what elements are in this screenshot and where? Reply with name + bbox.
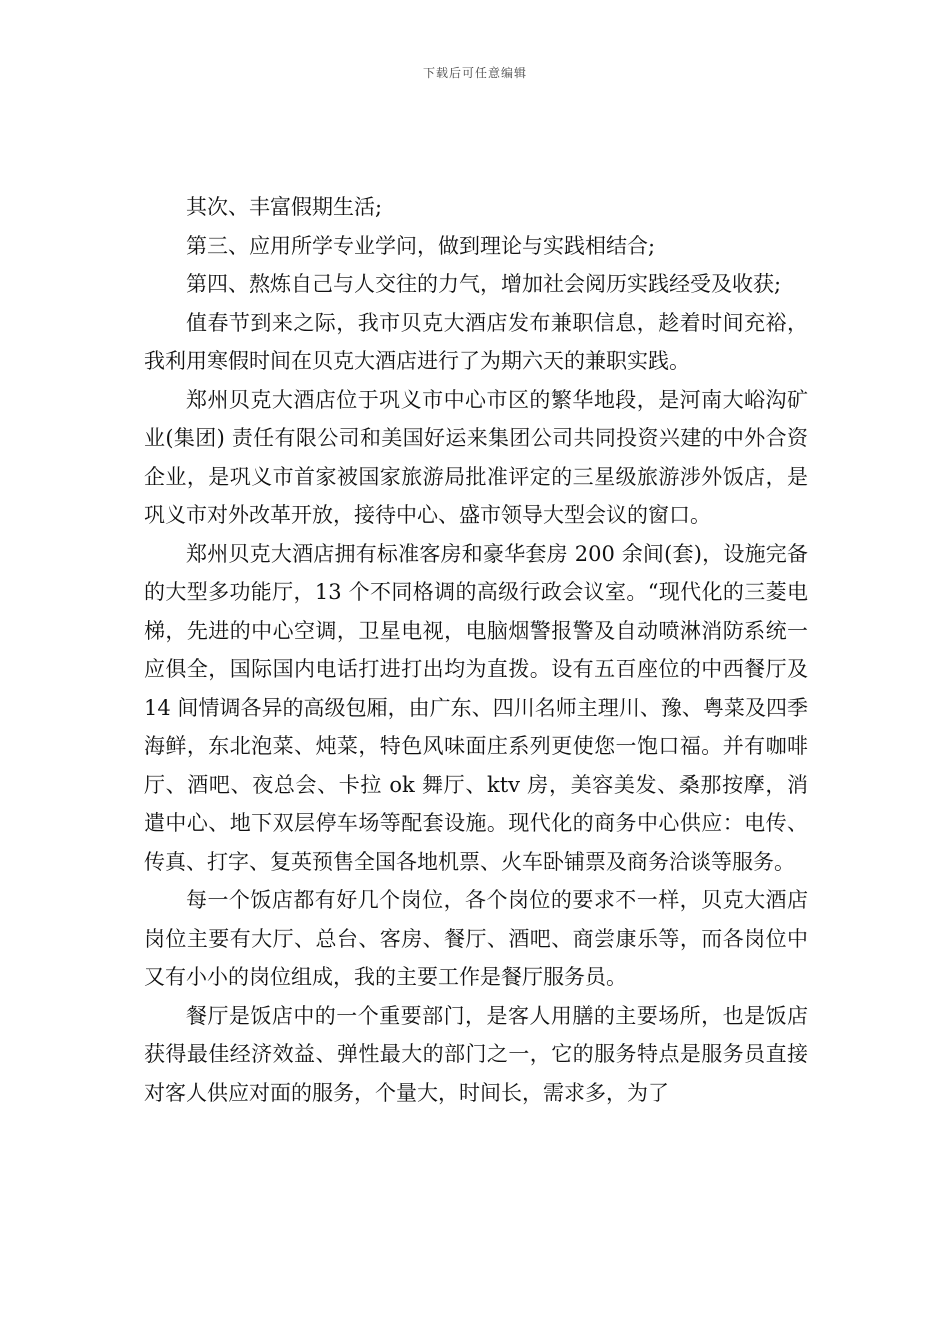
paragraph: 第三、应用所学专业学问，做到理论与实践相结合;	[186, 233, 656, 258]
paragraph: 第四、熬炼自己与人交往的力气，增加社会阅历实践经受及收获;	[186, 272, 782, 296]
paragraph: 其次、丰富假期生活;	[186, 195, 383, 219]
paragraph: 餐厅是饭店中的一个重要部门，是客人用膳的主要场所，也是饭店获得最佳经济效益、弹性最大的部门之一，它的服务特点是服务员直接对客人供应对面的服务，个量大，时间长，需求多，为了	[144, 1003, 808, 1105]
paragraph: 郑州贝克大酒店拥有标准客房和豪华套房 200 余间(套)，设施完备的大型多功能厅，13 个不同格调的高级行政会议室。“现代化的三菱电梯，先进的中心空调，卫星电视，电脑烟警报警及自动喷淋消防系统一应俱全，国际国内电话打进打出均为直拨。设有五百座位的中西餐厅及 14 间情调各异的高级包厢，由广东、四川名师主理川、豫、粤菜及四季海鲜，东北泡菜、炖菜，特色风味面庄系列更使您一饱口福。并有咖啡厅、酒吧、夜总会、卡拉 ok 舞厅、ktv 房，美容美发、桑那按摩，消遣中心、地下双层停车场等配套设施。现代化的商务中心供应：电传、传真、打字、复英预售全国各地机票、火车卧铺票及商务洽谈等服务。	[144, 541, 808, 874]
document-body	[144, 188, 808, 1112]
paragraph: 值春节到来之际，我市贝克大酒店发布兼职信息，趁着时间充裕，我利用寒假时间在贝克大酒店进行了为期六天的兼职实践。	[144, 310, 808, 373]
paragraph: 每一个饭店都有好几个岗位，各个岗位的要求不一样，贝克大酒店岗位主要有大厅、总台、客房、餐厅、酒吧、商尝康乐等，而各岗位中又有小小的岗位组成，我的主要工作是餐厅服务员。	[144, 888, 808, 989]
header-note: 下载后可任意编辑	[422, 66, 527, 80]
paragraph: 郑州贝克大酒店位于巩义市中心市区的繁华地段，是河南大峪沟矿业(集团) 责任有限公司和美国好运来集团公司共同投资兴建的中外合资企业，是巩义市首家被国家旅游局批准评定的三星级旅游涉外饭店，是巩义市对外改革开放，接待中心、盛市领导大型会议的窗口。	[144, 387, 808, 527]
